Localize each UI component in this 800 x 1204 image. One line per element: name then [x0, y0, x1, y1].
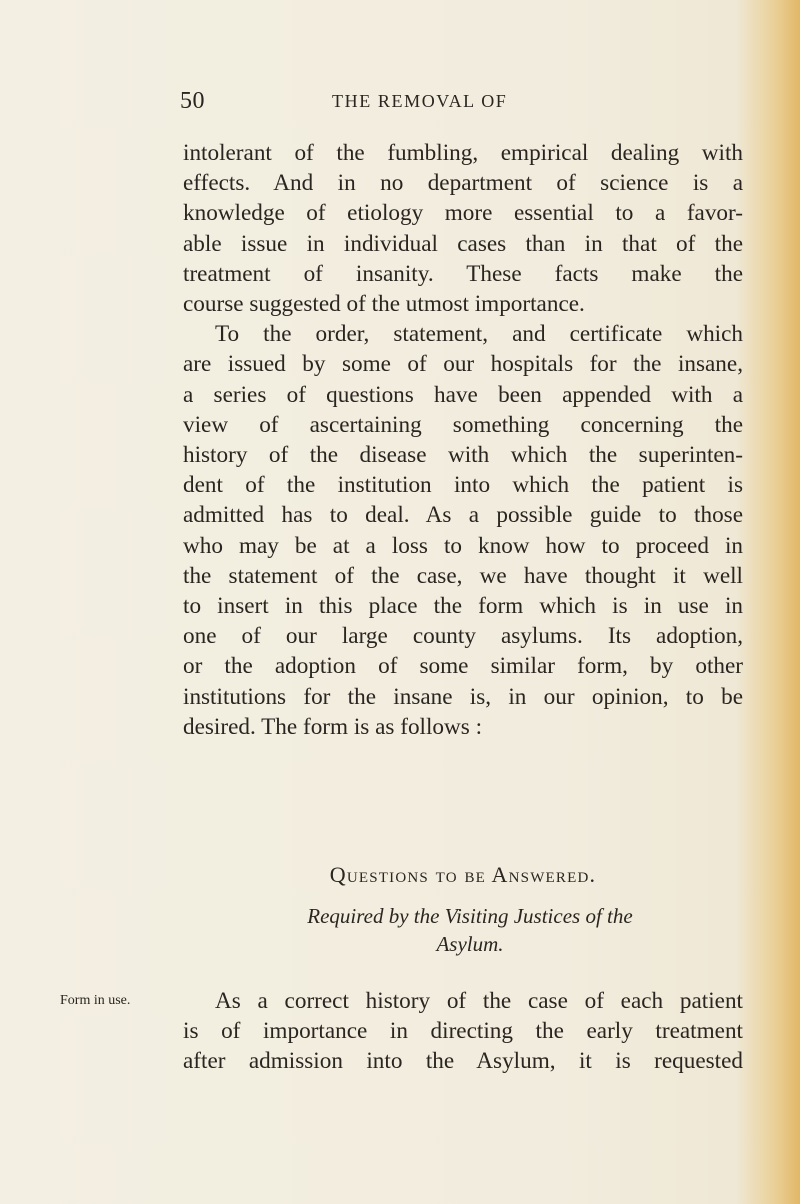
text-line: view of ascertaining something concerning the	[183, 411, 743, 438]
text-line: to insert in this place the form which is in use in	[183, 593, 743, 620]
margin-note: Form in use.	[60, 993, 131, 1008]
final-paragraph	[183, 986, 743, 1076]
page-number: 50	[180, 88, 205, 114]
text-line: a series of questions have been appended with a	[183, 381, 743, 408]
text-line: is of importance in directing the early treatment	[183, 1018, 743, 1044]
section-heading: Questions to be Answered.	[329, 862, 597, 887]
text-line: history of the disease with which the superinten-	[183, 442, 743, 469]
text-line: As a correct history of the case of each patient	[215, 988, 743, 1014]
running-head	[180, 88, 740, 118]
text-line: are issued by some of our hospitals for the insane,	[183, 351, 743, 378]
text-line: institutions for the insane is, in our opinion, to be	[183, 683, 743, 710]
text-line: effects. And in no department of science is a	[183, 170, 743, 197]
subheading-line: Asylum.	[436, 932, 504, 956]
text-line: intolerant of the fumbling, empirical dealing with	[183, 140, 743, 166]
text-line: who may be at a loss to know how to proceed in	[183, 532, 743, 559]
text-line: the statement of the case, we have thought it well	[183, 562, 743, 589]
text-line: or the adoption of some similar form, by other	[183, 653, 743, 680]
text-line: course suggested of the utmost importance.	[183, 291, 585, 318]
text-line: dent of the institution into which the patient is	[183, 472, 743, 499]
text-line: treatment of insanity. These facts make the	[183, 260, 743, 287]
text-line: admitted has to deal. As a possible guide to those	[183, 502, 743, 529]
text-line: knowledge of etiology more essential to a favor-	[183, 200, 743, 227]
section-subheading	[190, 902, 750, 958]
text-line: desired. The form is as follows :	[183, 713, 483, 740]
text-line: one of our large county asylums. Its adoption,	[183, 623, 743, 650]
subheading-line: Required by the Visiting Justices of the	[307, 904, 633, 928]
body-paragraphs	[183, 138, 743, 742]
text-line: To the order, statement, and certificate which	[215, 321, 743, 348]
running-title: THE REMOVAL OF	[332, 91, 508, 111]
text-line: after admission into the Asylum, it is requested	[183, 1048, 743, 1074]
text-line: able issue in individual cases than in that of the	[183, 230, 743, 257]
